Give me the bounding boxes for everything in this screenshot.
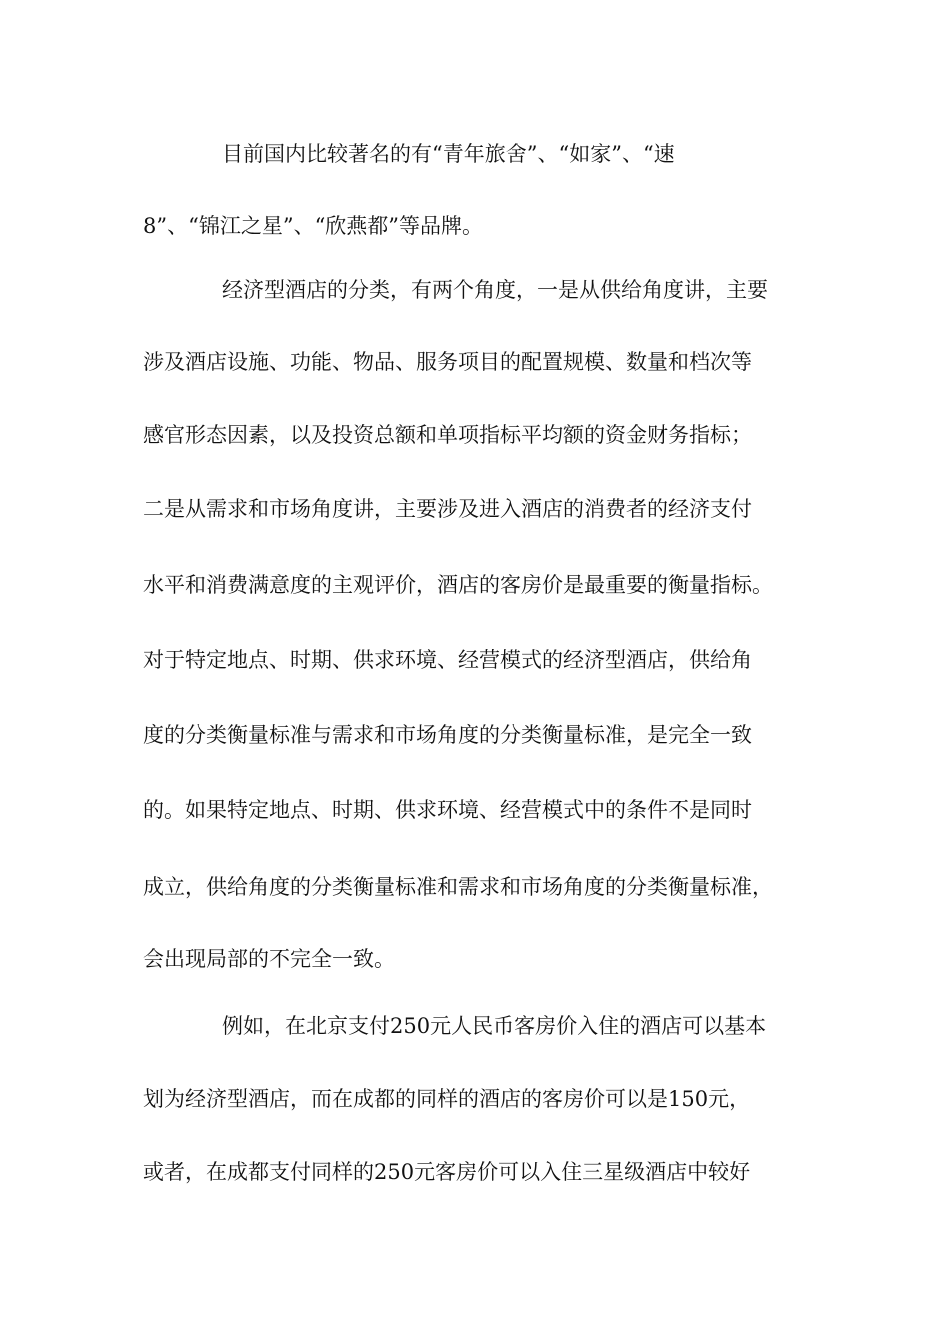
paragraph-line: 经济型酒店的分类，有两个角度，一是从供给角度讲，主要 (222, 278, 768, 302)
paragraph-line: 成立，供给角度的分类衡量标准和需求和市场角度的分类衡量标准， (143, 875, 773, 899)
paragraph-line: 二是从需求和市场角度讲，主要涉及进入酒店的消费者的经济支付 (143, 497, 752, 521)
paragraph-line: 涉及酒店设施、功能、物品、服务项目的配置规模、数量和档次等 (143, 350, 752, 374)
paragraph-line: 划为经济型酒店，而在成都的同样的酒店的客房价可以是150元， (143, 1087, 751, 1111)
paragraph-line: 会出现局部的不完全一致。 (143, 947, 395, 971)
paragraph-line: 8”、“锦江之星”、“欣燕都”等品牌。 (143, 214, 484, 238)
paragraph-line: 水平和消费满意度的主观评价，酒店的客房价是最重要的衡量指标。 (143, 573, 773, 597)
paragraph-line: 的。如果特定地点、时期、供求环境、经营模式中的条件不是同时 (143, 798, 752, 822)
paragraph-line: 例如，在北京支付250元人民币客房价入住的酒店可以基本 (222, 1014, 767, 1038)
paragraph-line: 或者，在成都支付同样的250元客房价可以入住三星级酒店中较好 (143, 1160, 751, 1184)
paragraph-line: 度的分类衡量标准与需求和市场角度的分类衡量标准，是完全一致 (143, 723, 752, 747)
paragraph-line: 感官形态因素，以及投资总额和单项指标平均额的资金财务指标； (143, 423, 752, 447)
paragraph-line: 目前国内比较著名的有“青年旅舍”、“如家”、“速 (222, 142, 675, 166)
paragraph-line: 对于特定地点、时期、供求环境、经营模式的经济型酒店，供给角 (143, 648, 752, 672)
